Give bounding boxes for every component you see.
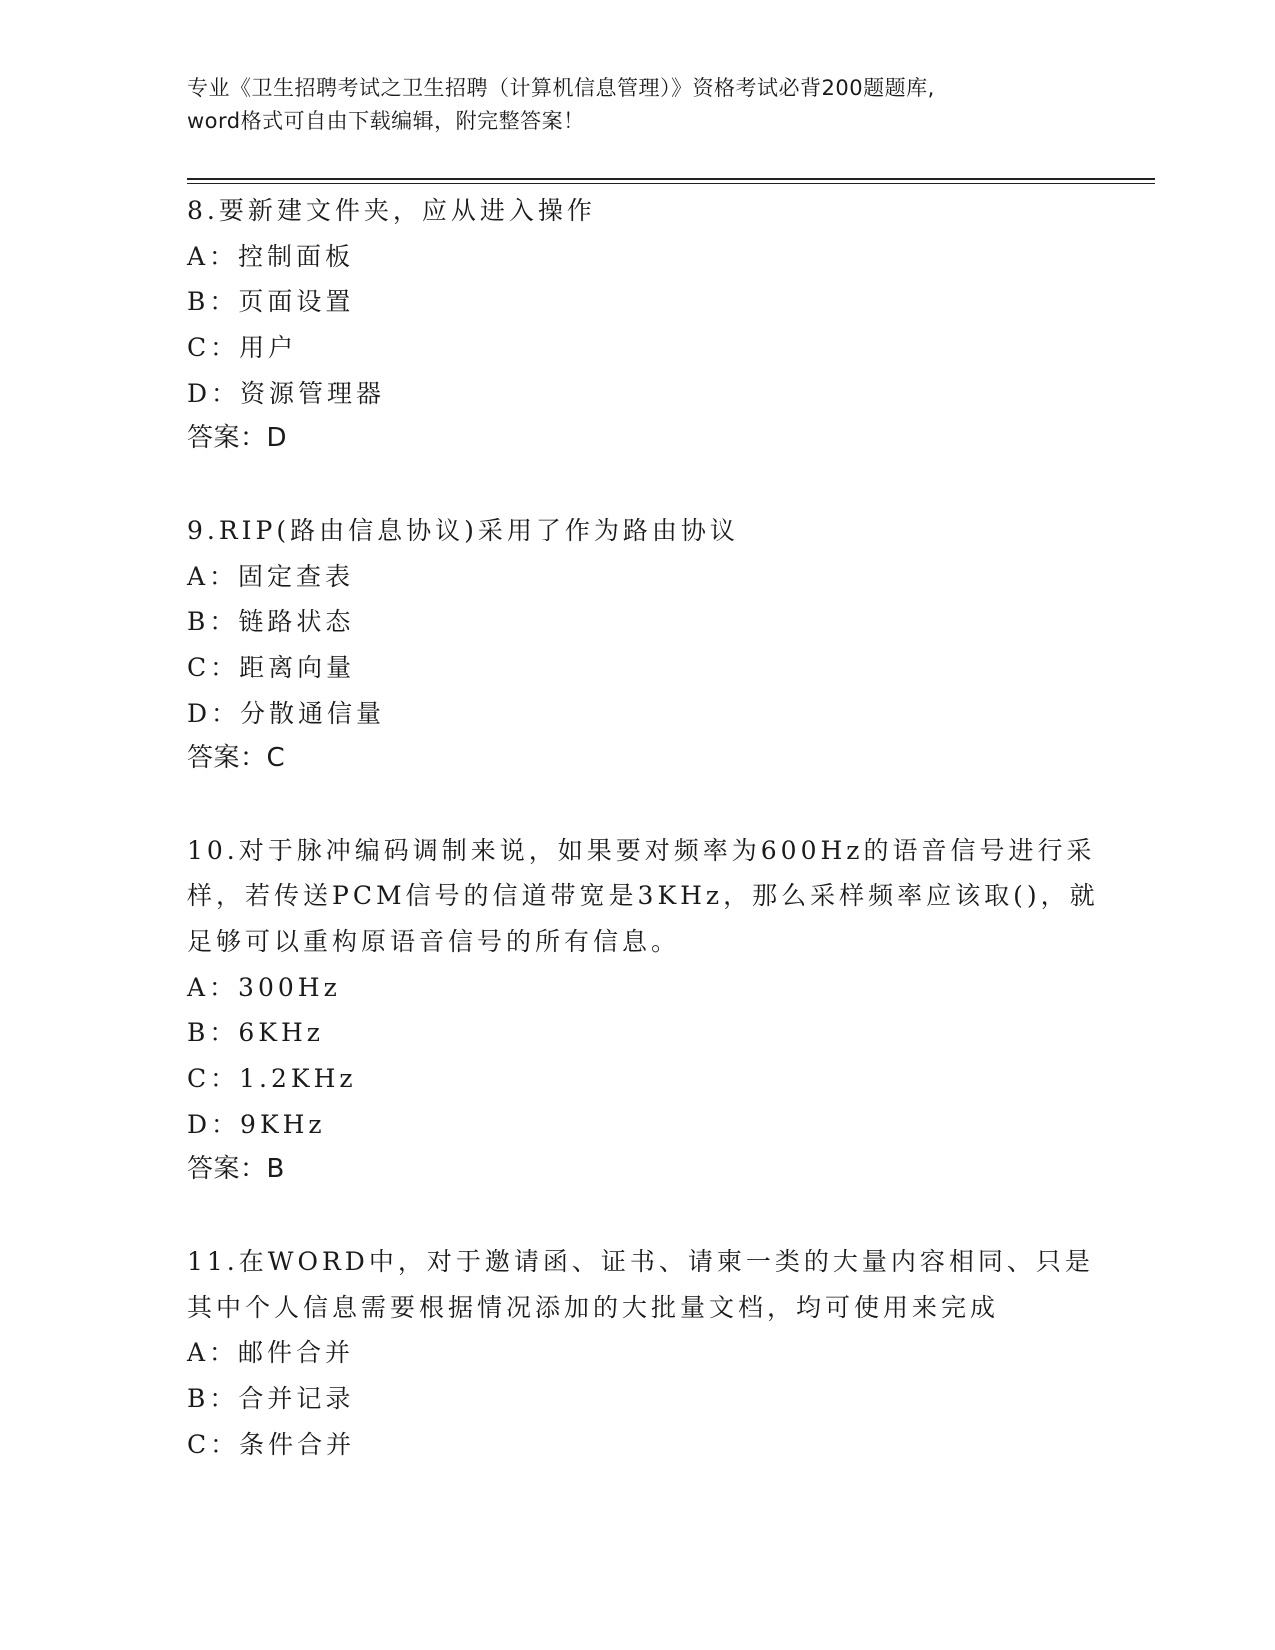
- option-c: C：1.2KHz: [187, 1064, 357, 1094]
- question-text: 足够可以重构原语音信号的所有信息。: [187, 927, 681, 956]
- header-rule-thin: [187, 183, 1155, 184]
- question-text: 8.要新建文件夹，应从进入操作: [187, 196, 596, 225]
- question-block: [187, 1239, 1094, 1467]
- question-block: [187, 828, 1099, 1194]
- option-d: D：资源管理器: [187, 378, 386, 408]
- spacer: [187, 462, 1087, 508]
- option-b: B：页面设置: [187, 287, 355, 317]
- answer-line: 答案：B: [187, 1154, 285, 1185]
- option-c: C：条件合并: [187, 1429, 356, 1459]
- question-block: [187, 508, 1087, 782]
- option-b: B：6KHz: [187, 1018, 324, 1048]
- spacer: [187, 782, 1087, 828]
- option-a: A：300Hz: [187, 972, 341, 1002]
- question-text: 样，若传送PCM信号的信道带宽是3KHz，那么采样频率应该取()，就: [187, 881, 1099, 911]
- question-block: [187, 188, 1087, 462]
- option-d: D：9KHz: [187, 1109, 326, 1139]
- option-c: C：用户: [187, 333, 298, 363]
- question-text: 11.在WORD中，对于邀请函、证书、请柬一类的大量内容相同、只是: [187, 1246, 1094, 1276]
- answer-line: 答案：C: [187, 743, 286, 774]
- question-list: [187, 188, 1099, 1467]
- header-line-1: 专业《卫生招聘考试之卫生招聘（计算机信息管理）》资格考试必背200题题库,: [187, 76, 935, 100]
- question-text: 9.RIP(路由信息协议)采用了作为路由协议: [187, 515, 739, 545]
- header-line-2: word格式可自由下载编辑，附完整答案！: [187, 109, 585, 133]
- option-c: C：距离向量: [187, 652, 356, 682]
- option-b: B：链路状态: [187, 607, 355, 637]
- answer-line: 答案：D: [187, 423, 288, 454]
- question-text: 10.对于脉冲编码调制来说，如果要对频率为600Hz的语音信号进行采: [187, 835, 1096, 865]
- option-b: B：合并记录: [187, 1383, 355, 1413]
- header-rule-thick: [187, 178, 1155, 180]
- option-a: A：邮件合并: [187, 1338, 355, 1368]
- document-header: [187, 72, 1087, 138]
- option-a: A：控制面板: [187, 241, 355, 271]
- question-text: 其中个人信息需要根据情况添加的大批量文档，均可使用来完成: [187, 1292, 1000, 1322]
- option-a: A：固定查表: [187, 561, 355, 591]
- option-d: D：分散通信量: [187, 698, 386, 728]
- spacer: [187, 1193, 1087, 1239]
